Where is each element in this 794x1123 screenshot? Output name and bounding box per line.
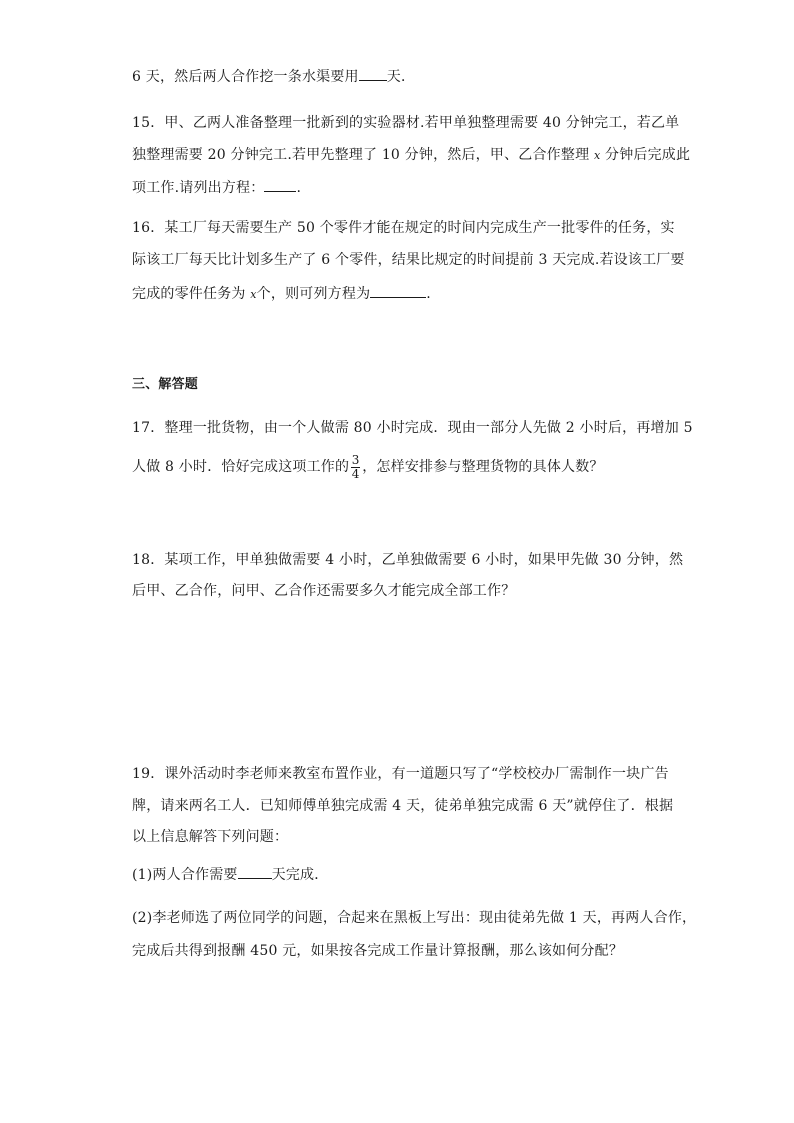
q17-line-1: 17．整理一批货物，由一个人做需 80 小时完成．现由一部分人先做 2 小时后，再增加 5 — [132, 420, 693, 436]
q19-part1-text: (1)两人合作需要 — [132, 867, 238, 883]
q16-line-2: 际该工厂每天比计划多生产了 6 个零件，结果比规定的时间提前 3 天完成.若设该工厂要 — [132, 252, 685, 268]
q16-text-2: 个，则可列方程为 — [256, 286, 371, 302]
fraction-denominator: 4 — [351, 466, 360, 481]
fraction — [351, 454, 360, 481]
q19-line-3: 以上信息解答下列问题： — [132, 829, 289, 845]
q16-text: 完成的零件任务为 — [132, 286, 246, 302]
variable-x: x — [593, 149, 601, 162]
q17-text: 人做 8 小时．恰好完成这项工作的 — [132, 459, 350, 475]
q14-text: 6 天，然后两人合作挖一条水渠要用 — [132, 69, 359, 85]
q19-line-2: 牌，请来两名工人．已知师傅单独完成需 4 天，徒弟单独完成需 6 天”就停住了．根据 — [132, 798, 674, 814]
q14-tail — [132, 66, 672, 86]
variable-x: x — [250, 288, 257, 301]
q14-text-end: 天． — [386, 69, 416, 85]
q16-line-1: 16．某工厂每天需要生产 50 个零件才能在规定的时间内完成生产一批零件的任务，实 — [132, 220, 675, 236]
q15-text: 独整理需要 20 分钟完工.若甲先整理了 10 分钟，然后，甲、乙合作整理 — [132, 147, 590, 163]
section-heading: 三、解答题 — [132, 377, 199, 392]
q19-part1-text-2: 天完成． — [271, 867, 329, 883]
q19-part-1 — [132, 864, 672, 884]
q19-part-2-line-2: 完成后共得到报酬 450 元，如果按各完成工作量计算报酬，那么该如何分配？ — [132, 943, 624, 959]
answer-blank[interactable] — [264, 177, 296, 192]
q15-line-3 — [132, 177, 672, 197]
q18-line-1: 18．某项工作，甲单独做需要 4 小时，乙单独做需要 6 小时，如果甲先做 30 分钟，然 — [132, 552, 684, 568]
q15-text-2: 分钟后完成此 — [605, 147, 691, 163]
q15-text-3: 项工作.请列出方程： — [132, 180, 265, 196]
answer-blank[interactable] — [370, 283, 426, 298]
q16-line-3 — [132, 283, 672, 303]
fraction-numerator: 3 — [351, 452, 360, 467]
q15-period: . — [296, 180, 302, 196]
q17-line-2 — [132, 453, 672, 481]
q15-line-2 — [132, 145, 691, 165]
q19-part-2-line-1: (2)李老师选了两位同学的问题，合起来在黑板上写出：现由徒弟先做 1 天，再两人合作， — [132, 910, 697, 926]
q16-period: . — [426, 286, 431, 302]
q18-line-2: 后甲、乙合作，问甲、乙合作还需要多久才能完成全部工作？ — [132, 583, 516, 599]
q15-line-1: 15．甲、乙两人准备整理一批新到的实验器材.若甲单独整理需要 40 分钟完工，若乙单 — [132, 115, 680, 131]
q19-line-1: 19．课外活动时李老师来教室布置作业，有一道题只写了“学校校办厂需制作一块广告 — [132, 766, 669, 782]
answer-blank[interactable] — [359, 66, 387, 81]
answer-blank[interactable] — [238, 864, 272, 879]
q17-text-2: ，怎样安排参与整理货物的具体人数？ — [362, 459, 604, 475]
